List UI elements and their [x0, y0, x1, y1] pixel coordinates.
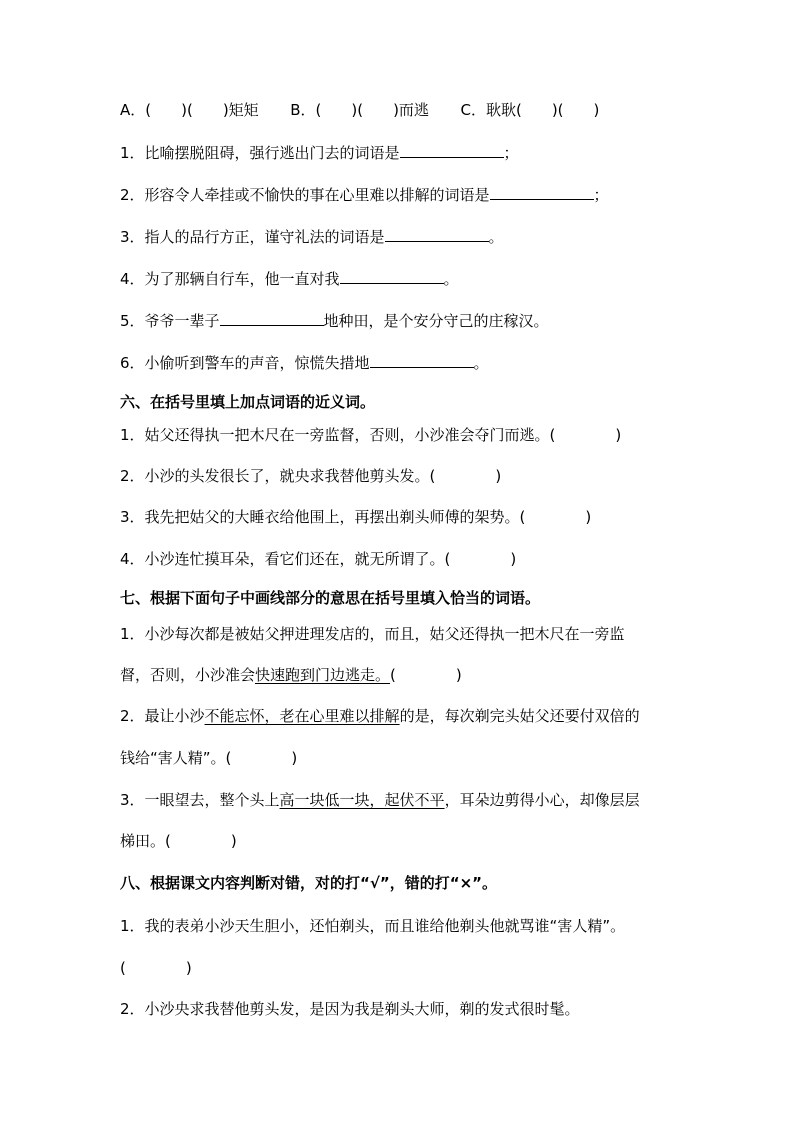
s6-question-2: 2．小沙的头发很长了，就央求我替他剪头发。( ) [120, 467, 502, 485]
s5-question-2: 2．形容令人牵挂或不愉快的事在心里难以排解的词语是 ； [120, 186, 609, 204]
s7-question-1-line-1: 1．小沙每次都是被姑父押进理发店的，而且，姑父还得执一把木尺在一旁监 [120, 625, 625, 643]
s7-question-2-line-1: 2．最让小沙不能忘怀，老在心里难以排解的是，每次剃完头姑父还要付双倍的 [120, 707, 640, 725]
s7-question-3-line-1: 3．一眼望去，整个头上高一块低一块，起伏不平，耳朵边剪得小心，却像层层 [120, 791, 640, 809]
answer-blank[interactable] [370, 353, 474, 368]
underlined-phrase: 不能忘怀，老在心里难以排解 [204, 707, 400, 725]
answer-blank[interactable] [385, 227, 489, 242]
section-8-title: 八、根据课文内容判断对错，对的打“√”，错的打“×”。 [120, 874, 498, 892]
s7-question-1-line-2: 督，否则，小沙准会快速跑到门边逃走。( ) [120, 666, 462, 684]
s6-question-1: 1．姑父还得执一把木尺在一旁监督，否则，小沙准会夺门而逃。( ) [120, 426, 622, 444]
answer-blank[interactable] [340, 269, 444, 284]
answer-blank[interactable] [400, 143, 504, 158]
option-b: B．( )( )而逃 [290, 101, 429, 119]
s5-question-5: 5．爷爷一辈子 地种田，是个安分守己的庄稼汉。 [120, 312, 549, 330]
s5-question-1: 1．比喻摆脱阻碍，强行逃出门去的词语是 ； [120, 144, 519, 162]
section-7-title: 七、根据下面句子中画线部分的意思在括号里填入恰当的词语。 [120, 589, 541, 607]
s5-question-6: 6．小偷听到警车的声音，惊慌失措地 。 [120, 354, 489, 372]
s7-question-2-line-2: 钱给“害人精”。( ) [120, 749, 298, 767]
underlined-phrase: 高一块低一块，起伏不平 [279, 791, 445, 809]
s6-question-3: 3．我先把姑父的大睡衣给他围上，再摆出剃头师傅的架势。( ) [120, 508, 592, 526]
s8-question-2-line-1: 2．小沙央求我替他剪头发，是因为我是剃头大师，剃的发式很时髦。 [120, 1000, 580, 1018]
s6-question-4: 4．小沙连忙摸耳朵，看它们还在，就无所谓了。( ) [120, 550, 517, 568]
s5-question-3: 3．指人的品行方正，谨守礼法的词语是 。 [120, 228, 504, 246]
answer-blank[interactable] [220, 311, 324, 326]
section-6-title: 六、在括号里填上加点词语的近义词。 [120, 393, 376, 411]
option-c: C．耿耿( )( ) [460, 101, 600, 119]
s8-question-1-line-1: 1．我的表弟小沙天生胆小，还怕剃头，而且谁给他剃头他就骂谁“害人精”。 [120, 917, 626, 935]
s8-question-1-line-2: ( ) [120, 959, 192, 977]
s7-question-3-line-2: 梯田。( ) [120, 832, 237, 850]
options-line [120, 100, 599, 120]
option-a: A．( )( )矩矩 [120, 101, 259, 119]
s5-question-4: 4．为了那辆自行车，他一直对我 。 [120, 270, 459, 288]
answer-blank[interactable] [490, 185, 594, 200]
underlined-phrase: 快速跑到门边逃走。 [255, 666, 391, 684]
